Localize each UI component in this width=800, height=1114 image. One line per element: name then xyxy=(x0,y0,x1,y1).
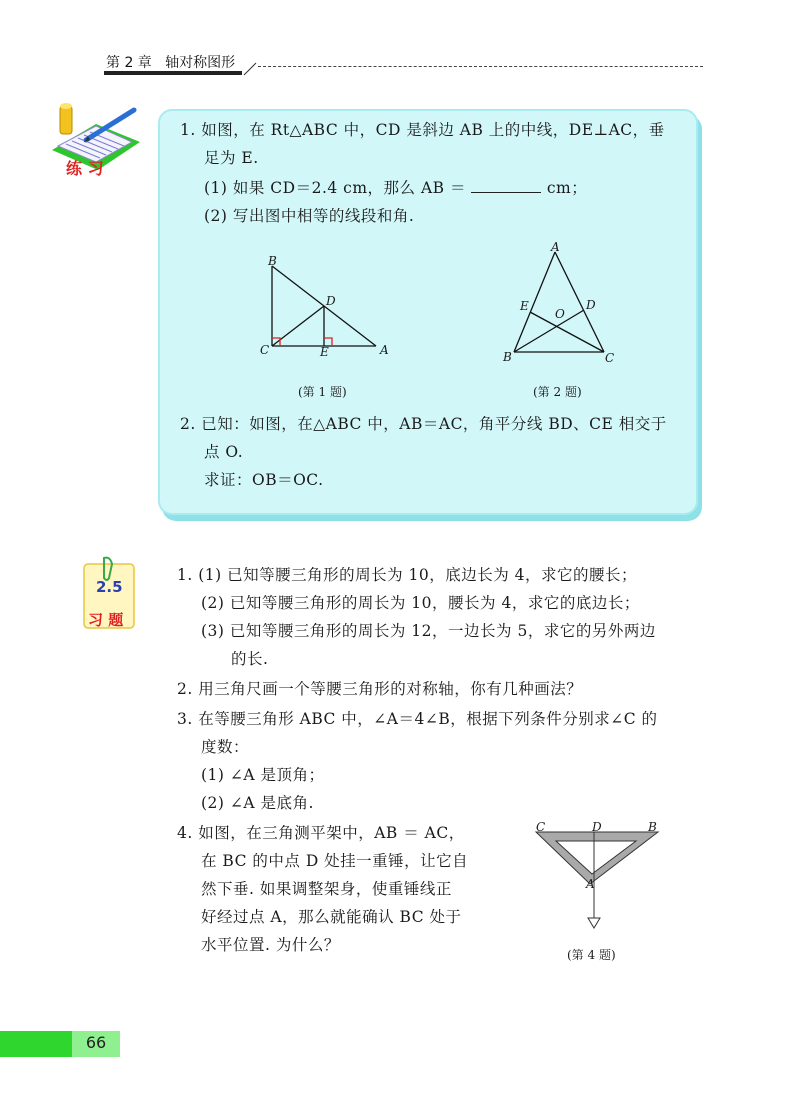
fig1-label-D: D xyxy=(326,294,336,308)
exercise-badge-number: 2.5 xyxy=(96,578,123,596)
figure-2-isosceles-triangle xyxy=(500,246,620,362)
practice-q1-line1: 1. 如图，在 Rt△ABC 中，CD 是斜边 AB 上的中线，DE⊥AC，垂 xyxy=(180,121,665,139)
practice-q2-line3: 求证：OB＝OC. xyxy=(204,471,324,489)
fig2-label-E: E xyxy=(520,299,529,313)
practice-q1-sub1 xyxy=(204,174,587,202)
exercise-line: (3) 已知等腰三角形的周长为 12，一边长为 5，求它的另外两边 xyxy=(201,622,656,640)
header-slash xyxy=(242,60,258,76)
chapter-header xyxy=(106,52,235,72)
fig1-label-C: C xyxy=(260,343,270,357)
fig4-label-C: C xyxy=(536,820,546,834)
practice-q2-line2: 点 O. xyxy=(204,443,244,461)
exercise-line: (1) ∠A 是顶角； xyxy=(201,766,325,784)
exercise-line: 的长. xyxy=(231,650,269,668)
practice-q1-sub1-unit: cm； xyxy=(546,179,588,197)
fig2-label-B: B xyxy=(503,350,512,364)
exercise-line: 好经过点 A，那么就能确认 BC 处于 xyxy=(201,908,462,926)
practice-q1-sub2: (2) 写出图中相等的线段和角. xyxy=(204,207,415,225)
page-number-strip xyxy=(0,1031,72,1057)
exercise-line: (2) ∠A 是底角. xyxy=(201,794,314,812)
practice-q1-sub1-text: (1) 如果 CD＝2.4 cm，那么 AB ＝ xyxy=(204,179,466,197)
fig4-label-A: A xyxy=(586,877,595,891)
exercise-line: 在 BC 的中点 D 处挂一重锤，让它自 xyxy=(201,852,469,870)
fig1-caption: (第 1 题) xyxy=(298,385,347,399)
answer-blank xyxy=(471,176,541,193)
exercise-line: (2) 已知等腰三角形的周长为 10，腰长为 4，求它的底边长； xyxy=(201,594,640,612)
exercise-line: 度数： xyxy=(201,738,250,756)
practice-q2-line1: 2. 已知：如图，在△ABC 中，AB＝AC，角平分线 BD、CE 相交于 xyxy=(180,415,667,433)
exercise-line: 2. 用三角尺画一个等腰三角形的对称轴，你有几种画法？ xyxy=(177,680,583,698)
exercise-line: 4. 如图，在三角测平架中，AB ＝ AC， xyxy=(177,824,465,842)
fig2-label-D: D xyxy=(586,298,596,312)
fig2-label-O: O xyxy=(555,307,565,321)
chapter-number: 第 2 章 xyxy=(106,55,152,71)
fig2-label-A: A xyxy=(551,240,560,254)
fig2-caption: (第 2 题) xyxy=(533,385,582,399)
page-number: 66 xyxy=(85,1033,107,1052)
practice-badge-label: 练 习 xyxy=(66,159,104,178)
fig1-label-A: A xyxy=(380,343,389,357)
fig4-label-D: D xyxy=(592,820,602,834)
fig1-label-E: E xyxy=(320,345,329,359)
exercise-line: 然下垂. 如果调整架身，使重锤线正 xyxy=(201,880,452,898)
fig4-caption: (第 4 题) xyxy=(567,948,616,962)
header-dashed-rule xyxy=(258,66,703,67)
exercise-badge-label: 习 题 xyxy=(88,611,124,629)
exercise-line: 3. 在等腰三角形 ABC 中，∠A＝4∠B，根据下列条件分别求∠C 的 xyxy=(177,710,658,728)
figure-4-measuring-frame xyxy=(530,822,666,934)
chapter-title: 轴对称图形 xyxy=(165,55,236,71)
practice-q1-line2: 足为 E. xyxy=(204,149,259,167)
fig4-label-B: B xyxy=(648,820,657,834)
fig1-label-B: B xyxy=(268,254,277,268)
header-underline xyxy=(104,71,242,75)
fig2-label-C: C xyxy=(605,351,615,365)
exercise-line: 1. (1) 已知等腰三角形的周长为 10，底边长为 4，求它的腰长； xyxy=(177,566,638,584)
exercise-line: 水平位置. 为什么？ xyxy=(201,936,340,954)
